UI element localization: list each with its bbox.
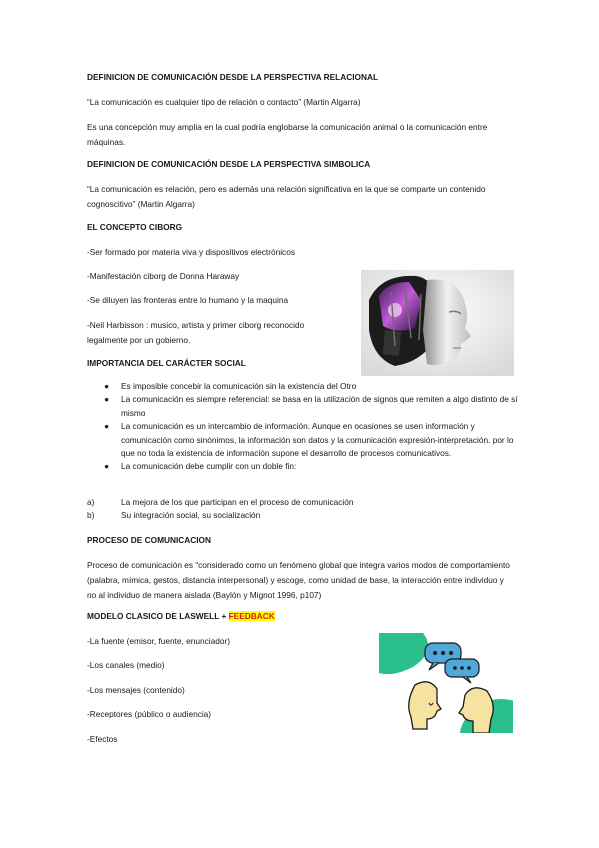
- list-item: ● La comunicación es un intercambio de información. Aunque en ocasiones se usen información y comunicación como sinónimos, la información son datos y la comunicación expresión-interpretación. por lo que no toda la existencia de información supone el desarrollo de procesos comunicativos.: [104, 421, 514, 459]
- ciborg-item: -Neil Harbisson : musico, artista y primer ciborg reconocido legalmente por un gobierno.: [87, 320, 305, 345]
- heading-modelo: MODELO CLASICO DE LASWELL + FEEDBACK: [87, 611, 275, 621]
- communication-illustration: [379, 633, 513, 733]
- list-item: ● La comunicación es siempre referencial: se basa en la utilización de signos que remiten a algo distinto de sí mismo: [104, 394, 518, 418]
- bullet-dot-icon: ●: [104, 394, 110, 405]
- document-page: DEFINICION DE COMUNICACIÓN DESDE LA PERSPECTIVA RELACIONAL “La comunicación es cualquier tipo de relación o contacto” (Martin Algarra) Es una concepción muy amplia en la cual podría englobarse la comunicación animal o la comunicación entre máquinas. DEFINICION DE COMUNICACIÓN DESDE LA PERSPECTIVA SIMBOLICA “La comunicación es relación, pero es además una relación significativa en la que se comparte un contenido cognoscitivo” (Martin Algarra) EL CONCEPTO CIBORG -Ser formado por materia viva y dispositivos electrónicos -Manifestación ciborg de Donna Haraway -Se diluyen las fronteras entre lo humano y la maquina -Neil Harbisson : musico, artista y primer ciborg reconocido legalmente por un gobierno. IMPORTANCIA DEL CARÁCTER SOCIAL ● Es imposible concebir la comunicación sin la existencia del Otro ● La comunicación es siempre referencial: se basa en la utilización de signos que remiten a algo distinto de sí mismo ● La comunicación es un intercambio de información. Aunque en ocasiones se usen información y comunicación como sinónimos, la información son datos y la comunicación expresión-interpretación. por lo que no toda la existencia de información supone el desarrollo de procesos comunicativos. ● La comunicación debe cumplir con un doble fin: a) La mejora de los que participan en el proceso de comunicación b) Su integración social, su socialización PROCESO DE COMUNICACION Proceso de comunicación es “considerado como un fenómeno global que integra varios modos de comportamiento (palabra, mímica, gestos, distancia interpersonal) y escoge, como unidad de base, la interacción entre individuo y no al individuo de manera aislada (Baylón y Mignot 1996, p107) MODELO CLASICO DE LASWELL + FEEDBACK -La fuente (emisor, fuente, enunciador) -Los canales (medio) -Los mensajes (contenido) -Receptores (público o audiencia) -Efectos: [0, 0, 599, 848]
- ciborg-item: -Manifestación ciborg de Donna Haraway: [87, 271, 240, 281]
- body-proceso: Proceso de comunicación es “considerado como un fenómeno global que integra varios modos de comportamiento (palabra, mímica, gestos, distancia interpersonal) y escoge, como unidad de base, la interacción entre individuo y no al individuo de manera aislada (Baylón y Mignot 1996, p107): [87, 560, 510, 600]
- cyborg-image: [361, 270, 514, 376]
- body-relacional: Es una concepción muy amplia en la cual podría englobarse la comunicación animal o la comunicación entre máquinas.: [87, 122, 488, 147]
- ciborg-item: -Se diluyen las fronteras entre lo humano y la maquina: [87, 295, 289, 305]
- heading-ciborg: EL CONCEPTO CIBORG: [87, 222, 183, 232]
- modelo-item: -Los canales (medio): [87, 660, 165, 670]
- list-item: ● La comunicación debe cumplir con un doble fin:: [87, 460, 527, 473]
- modelo-item: -Efectos: [87, 734, 118, 744]
- quote-relacional: “La comunicación es cualquier tipo de relación o contacto” (Martin Algarra): [87, 97, 361, 107]
- modelo-item: -Los mensajes (contenido): [87, 685, 185, 695]
- heading-simbolica: DEFINICION DE COMUNICACIÓN DESDE LA PERSPECTIVA SIMBOLICA: [87, 159, 371, 169]
- quote-simbolica: “La comunicación es relación, pero es además una relación significativa en la que se comparte un contenido cognoscitivo” (Martin Algarra): [87, 184, 486, 209]
- bullet-dot-icon: ●: [104, 421, 110, 432]
- social-bullet-list: [87, 380, 527, 474]
- ciborg-item: -Ser formado por materia viva y dispositivos electrónicos: [87, 247, 295, 257]
- heading-proceso: PROCESO DE COMUNICACION: [87, 535, 211, 545]
- heading-social: IMPORTANCIA DEL CARÁCTER SOCIAL: [87, 358, 246, 368]
- bullet-dot-icon: ●: [104, 461, 110, 472]
- modelo-item: -La fuente (emisor, fuente, enunciador): [87, 636, 230, 646]
- bullet-dot-icon: ●: [104, 381, 110, 391]
- heading-relacional: DEFINICION DE COMUNICACIÓN DESDE LA PERSPECTIVA RELACIONAL: [87, 72, 379, 82]
- feedback-highlight: FEEDBACK: [228, 611, 275, 621]
- modelo-item: -Receptores (público o audiencia): [87, 709, 212, 719]
- list-item: ● Es imposible concebir la comunicación sin la existencia del Otro: [87, 380, 527, 393]
